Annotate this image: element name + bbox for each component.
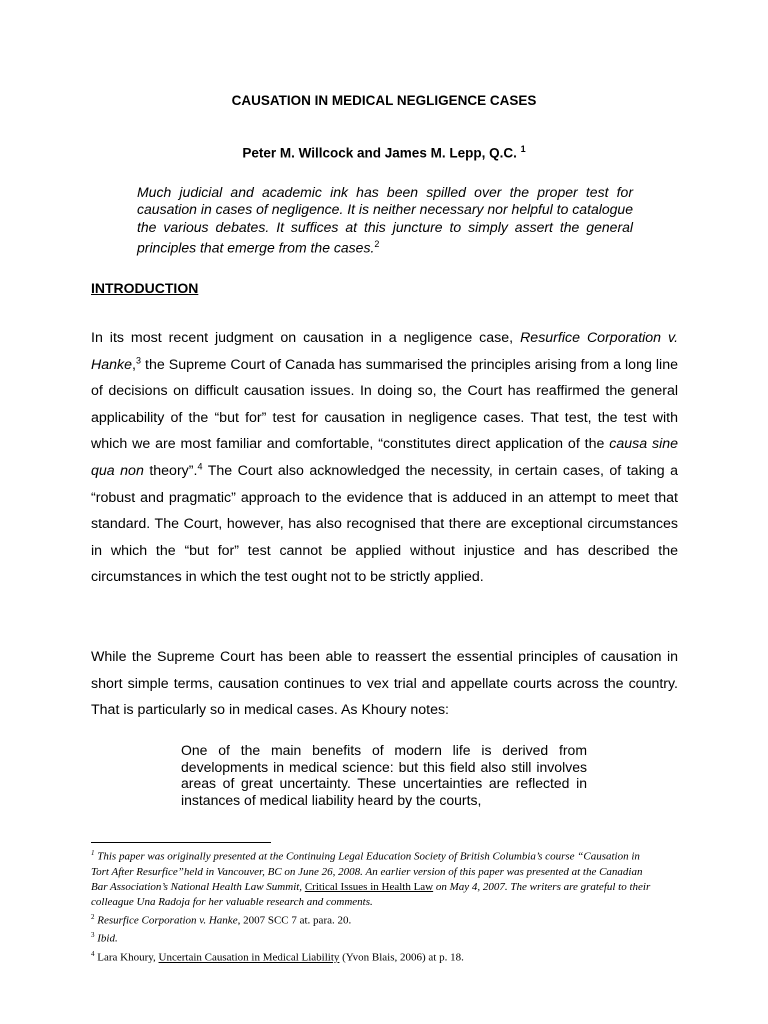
latin-phrase: causa sine qua non [91,436,679,479]
footnote-1-text-a: This paper was originally presented at the Continuing Legal Education Society of British Columbia’s course “Causation in Tort After Resurfice”held in Vancouver, BC on June 26, 2008. An earlier version of this paper was presented at the Canadian Bar Association’s National Health Law Summit, [91,850,643,893]
footnote-ref-3: 3 [135,354,141,365]
document-title: CAUSATION IN MEDICAL NEGLIGENCE CASES [231,93,537,108]
footnote-4-text-b: (Yvon Blais, 2006) at p. 18. [339,951,464,964]
footnote-4-number: 4 [91,949,95,958]
footnote-1 [91,846,651,910]
paragraph1-text-b: the Supreme Court of Canada has summarised the principles arising from a long line of decisions on difficult causation issues. In doing so, the Court has reaffirmed the general applicability of the “but for” test for causation in negligence cases. That test, the test with which we are most familiar and comfortable, “constitutes direct application of the [91,356,678,453]
block-quote: One of the main benefits of modern life is derived from developments in medical science: but this field also still involves areas of great uncertainty. These uncertainties are reflected in instances of medical liability heard by the courts, [181,742,587,808]
footnote-divider [91,842,271,843]
paragraph1-text-a: In its most recent judgment on causation in a negligence case, [91,330,521,346]
footnote-ref-1: 1 [520,144,526,154]
footnote-3-number: 3 [91,931,95,940]
case-name: Resurfice Corporation v. Hanke [91,330,679,373]
author-line [0,144,768,161]
footnote-1-text-b: on May 4, 2007. The writers are grateful to their colleague Una Radoja for her valuable research and comments. [91,880,651,908]
epigraph [137,184,633,257]
footnote-4 [91,947,651,966]
paragraph-khoury-intro [91,644,678,724]
footnote-2-number: 2 [91,912,95,921]
footnote-4-book-title: Uncertain Causation in Medical Liability [158,951,340,964]
paragraph2-text: While the Supreme Court has been able to reassert the essential principles of causation in short simple terms, causation continues to vex trial and appellate courts across the country. That is particularly so in medical cases. As Khoury notes: [91,649,678,719]
footnote-2-rest: , 2007 SCC 7 at. para. 20. [237,914,352,927]
footnote-2-case: Resurfice Corporation v. Hanke [94,914,238,927]
footnote-1-link: Critical Issues in Health Law [304,880,434,893]
footnote-3-text: Ibid. [94,932,118,945]
section-heading-introduction: INTRODUCTION [91,280,199,296]
epigraph-text: Much judicial and academic ink has been spilled over the proper test for causation in cases of negligence. It is neither necessary nor helpful to catalogue the various debates. It suffices at this juncture to simply assert the general principles that emerge from the cases. [137,184,633,256]
footnote-ref-2: 2 [374,238,380,249]
paragraph-introduction: In its most recent judgment on causation in a negligence case, Resurfice Corporation v. Hanke,$^3$ the Supreme Court of Canada has summarised the principles arising from a long line of decisions on difficult causation issues. In doing so, the Court has reaffirmed the general applicability of the “but for” test for causation in negligence cases. That test, the test with which we are most familiar and comfortable, “constitutes direct application of the causa sine qua non theory”.$^4$ The Court also acknowledged the necessity, in certain cases, of taking a “robust and pragmatic” approach to the evidence that is adduced in an attempt to meet that standard. The Court, however, has also recognised that there are exceptional circumstances in which the “but for” test cannot be applied without injustice and has described the circumstances in which the test ought not to be strictly applied. [91,330,679,586]
footnote-1-number: 1 [91,849,95,857]
footnote-3 [91,928,651,947]
footnote-2 [91,910,651,929]
paragraph1-text-c: theory”. [143,462,198,479]
author-names: Peter M. Willcock and James M. Lepp, Q.C. [242,145,517,161]
footnote-4-text-a: Lara Khoury, [94,951,159,964]
paragraph1-text-d: The Court also acknowledged the necessity, in certain cases, of taking a “robust and pragmatic” approach to the evidence that is adduced in an attempt to meet that standard. The Court, however, has also recognised that there are exceptional circumstances in which the “but for” test cannot be applied without injustice and has described the circumstances in which the test ought not to be strictly applied. [91,462,678,586]
footnotes [91,846,651,966]
footnote-ref-4: 4 [197,461,203,472]
